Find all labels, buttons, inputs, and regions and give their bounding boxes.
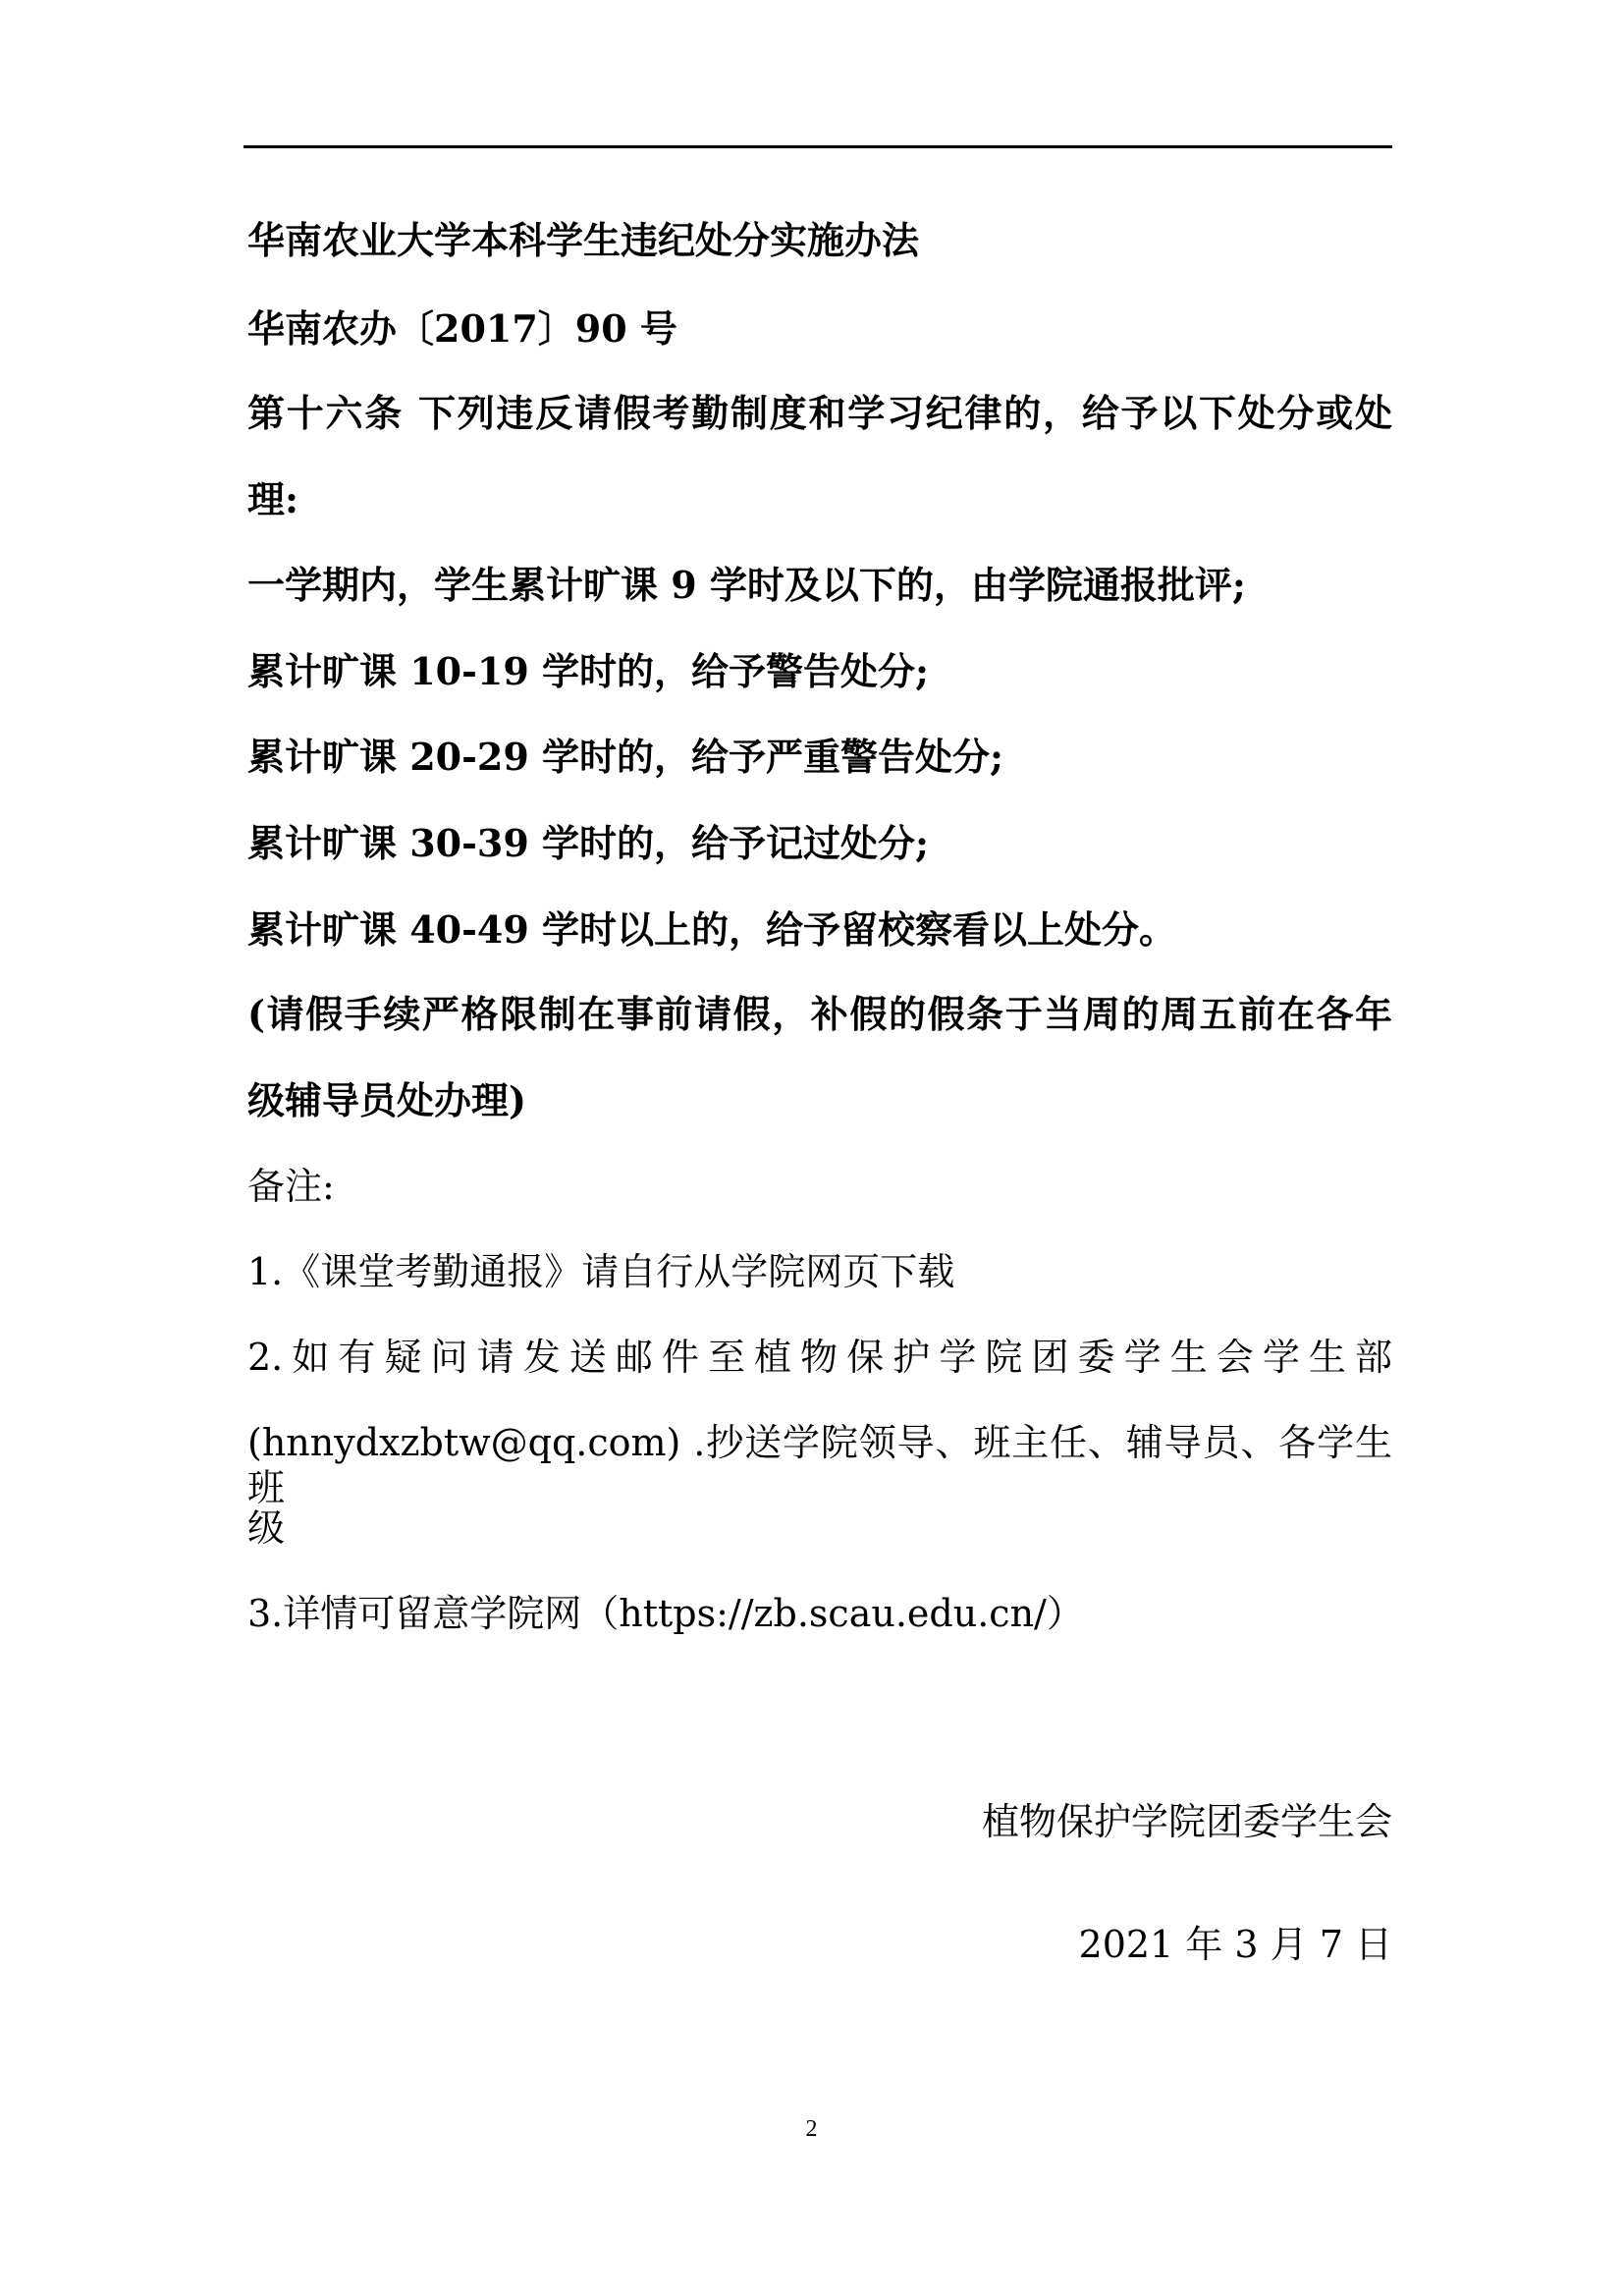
article-line-1: 第十六条 下列违反请假考勤制度和学习纪律的，给予以下处分或处 [247,391,1392,435]
remark-2-line-2: (hnnydxzbtw@qq.com) .抄送学院领导、班主任、辅导员、各学生班 [247,1421,1392,1509]
rule-item-4: 累计旷课 30-39 学时的，给予记过处分; [247,821,930,865]
page-number: 2 [805,2116,818,2142]
rule-item-2: 累计旷课 10-19 学时的，给予警告处分; [247,649,930,693]
document-number: 华南农办〔2017〕90 号 [247,306,677,351]
document-date: 2021 年 3 月 7 日 [1078,1923,1392,1966]
leave-note-line-1: (请假手续严格限制在事前请假，补假的假条于当周的周五前在各年 [247,992,1392,1036]
signature: 植物保护学院团委学生会 [981,1800,1392,1843]
remark-1: 1.《课堂考勤通报》请自行从学院网页下载 [247,1250,955,1293]
leave-note-line-2: 级辅导员处办理) [247,1078,526,1122]
remark-3: 3.详情可留意学院网（https://zb.scau.edu.cn/） [247,1592,1084,1635]
article-line-2: 理: [247,477,299,521]
rule-item-3: 累计旷课 20-29 学时的，给予严重警告处分; [247,735,1004,779]
rule-item-5: 累计旷课 40-49 学时以上的，给予留校察看以上处分。 [247,907,1176,952]
remark-2-line-3: 级 [247,1506,286,1550]
rule-item-1: 一学期内，学生累计旷课 9 学时及以下的，由学院通报批评; [247,563,1246,607]
remark-2-line-1: 2.如有疑问请发送邮件至植物保护学院团委学生会学生部 [247,1336,1392,1379]
header-rule [243,145,1392,148]
document-title: 华南农业大学本科学生违纪处分实施办法 [247,218,920,262]
remarks-label: 备注: [247,1165,335,1208]
